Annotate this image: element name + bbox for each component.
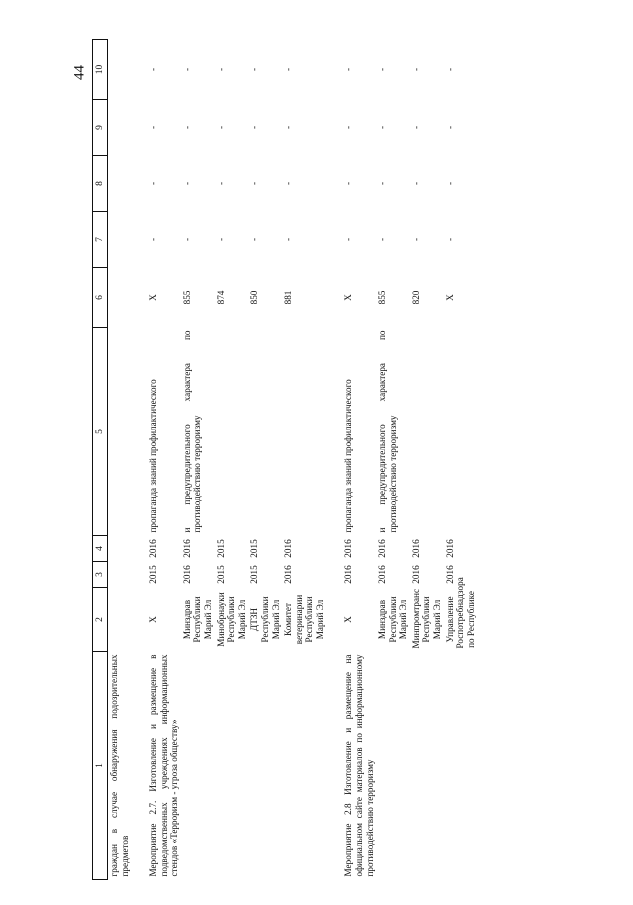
table-cell [108, 40, 132, 100]
table-cell [215, 652, 249, 880]
table-cell [181, 652, 215, 880]
table-row [410, 40, 444, 880]
table-row [342, 40, 376, 880]
table-cell: 2015 [215, 565, 226, 584]
table-cell: Мероприятие 2.7. Изготовление и размещение в подведомственных учреждениях информационных стендов «Терроризм - угроза обществу» [148, 654, 180, 877]
table-cell [410, 652, 444, 880]
table-cell [282, 328, 326, 536]
table-cell: 855 [181, 290, 192, 305]
table-cell: 2016 [444, 565, 455, 584]
column-header: 6 [93, 268, 108, 328]
table-cell: 2016 [343, 565, 354, 584]
table-cell: 2016 [283, 539, 294, 558]
column-header: 9 [93, 100, 108, 156]
column-header: 4 [93, 536, 108, 562]
table-cell: ДТЗН Республики Марий Эл [249, 596, 281, 643]
table-cell: 2016 [410, 565, 421, 584]
table-cell: - [410, 67, 421, 72]
table-cell: Минздрав Республики Марий Эл [181, 596, 214, 643]
table-row [248, 40, 282, 880]
table-cell: - [410, 181, 421, 186]
table-cell: - [410, 125, 421, 130]
table-cell: - [249, 237, 260, 242]
table-cell [248, 328, 282, 536]
table-cell: 874 [215, 290, 226, 305]
table-cell: - [181, 67, 192, 72]
table-rotator [92, 40, 582, 880]
table-cell: - [148, 181, 159, 186]
column-header: 3 [93, 562, 108, 588]
table-cell: 855 [377, 290, 388, 305]
table-cell: - [215, 125, 226, 130]
table-cell: Минобрнауки Республики Марий Эл [215, 592, 247, 647]
table-cell: - [377, 237, 388, 242]
table-cell [215, 328, 249, 536]
table-cell [410, 328, 444, 536]
table-cell [108, 156, 132, 212]
table-cell: X [444, 294, 455, 301]
column-header: 5 [93, 328, 108, 536]
table-row [108, 40, 132, 880]
table-cell [248, 652, 282, 880]
table-cell [108, 588, 132, 652]
table-cell [444, 328, 478, 536]
column-header: 2 [93, 588, 108, 652]
spacer-cell [131, 40, 147, 880]
table-cell: - [148, 125, 159, 130]
table-cell: граждан в случае обнаружения подозрительных предметов [109, 654, 130, 877]
table-cell: 2016 [181, 539, 192, 558]
table-cell: пропаганда знаний профилактического [148, 379, 159, 533]
table-row [444, 40, 478, 880]
table-cell: и предупредительного характера по противодействию терроризму [181, 330, 203, 533]
table-cell: - [249, 125, 260, 130]
table-cell: X [343, 616, 354, 623]
table-cell: 2016 [148, 539, 159, 558]
table-cell: 850 [249, 290, 260, 305]
table-cell: - [215, 181, 226, 186]
table-cell [108, 562, 132, 588]
table-cell: - [444, 125, 455, 130]
table-cell: и предупредительного характера по противодействию терроризму [377, 330, 398, 533]
table-cell: - [215, 67, 226, 72]
spacer-cell [326, 40, 342, 880]
table-cell: - [377, 67, 388, 72]
table-cell: - [148, 67, 159, 72]
table-cell: - [181, 181, 192, 186]
table-cell: 2015 [215, 539, 226, 558]
table-cell: Минпромтранс Республики Марий Эл [410, 588, 443, 649]
table-cell: Комитет ветеринарии Республики Марий Эл [283, 594, 325, 645]
table-cell: - [283, 67, 294, 72]
table-cell: 2016 [343, 539, 354, 558]
table-cell: - [215, 237, 226, 242]
table-cell: 881 [283, 290, 294, 305]
table-cell [108, 536, 132, 562]
table-cell: Мероприятие 2.8 Изготовление и размещение на официальном сайте материалов по информационному противодействию терроризму [343, 654, 375, 877]
column-header: 7 [93, 212, 108, 268]
table-cell: 2016 [377, 539, 388, 558]
table-cell [376, 652, 410, 880]
table-cell: - [444, 67, 455, 72]
table-cell: - [343, 237, 354, 242]
table-cell: - [377, 181, 388, 186]
table-cell: - [283, 125, 294, 130]
row-spacer [326, 40, 342, 880]
table-cell [108, 212, 132, 268]
row-spacer [131, 40, 147, 880]
table-cell: X [343, 294, 354, 301]
table-row [376, 40, 410, 880]
table-cell: - [283, 181, 294, 186]
table-cell: 2015 [249, 565, 260, 584]
table-cell: 2016 [181, 565, 192, 584]
table-row [215, 40, 249, 880]
table-cell [444, 652, 478, 880]
table-cell: - [444, 181, 455, 186]
table-cell: 2016 [444, 539, 455, 558]
table-cell [108, 268, 132, 328]
table-cell: - [283, 237, 294, 242]
table-cell: - [377, 125, 388, 130]
table-cell: - [249, 67, 260, 72]
table-cell [108, 100, 132, 156]
column-header: 8 [93, 156, 108, 212]
table-cell: 2015 [249, 539, 260, 558]
table-cell: Управление Роспотребнадзора по Республике [444, 577, 476, 649]
table-cell: - [343, 181, 354, 186]
program-measures-table [92, 39, 477, 880]
column-header: 1 [93, 652, 108, 880]
table-cell: 2016 [410, 539, 421, 558]
table-cell: 2015 [148, 565, 159, 584]
table-body [108, 40, 478, 880]
table-cell: - [343, 125, 354, 130]
table-cell: - [181, 237, 192, 242]
table-row [282, 40, 326, 880]
table-cell: X [148, 294, 159, 301]
table-cell: - [181, 125, 192, 130]
table-cell: 820 [410, 290, 421, 305]
table-row [147, 40, 181, 880]
table-row [181, 40, 215, 880]
table-cell: 2016 [377, 565, 388, 584]
column-number-row [93, 40, 108, 880]
table-cell: Минздрав Республики Марий Эл [377, 596, 409, 643]
table-cell: пропаганда знаний профилактического [343, 379, 354, 533]
table-cell: - [249, 181, 260, 186]
column-header: 10 [93, 40, 108, 100]
page-number: 44 [71, 65, 88, 80]
table-cell [108, 328, 132, 536]
table-cell: 2016 [283, 565, 294, 584]
table-cell: - [148, 237, 159, 242]
table-cell: - [343, 67, 354, 72]
table-cell: X [148, 616, 159, 623]
table-cell [282, 652, 326, 880]
table-cell: - [444, 237, 455, 242]
table-cell: - [410, 237, 421, 242]
